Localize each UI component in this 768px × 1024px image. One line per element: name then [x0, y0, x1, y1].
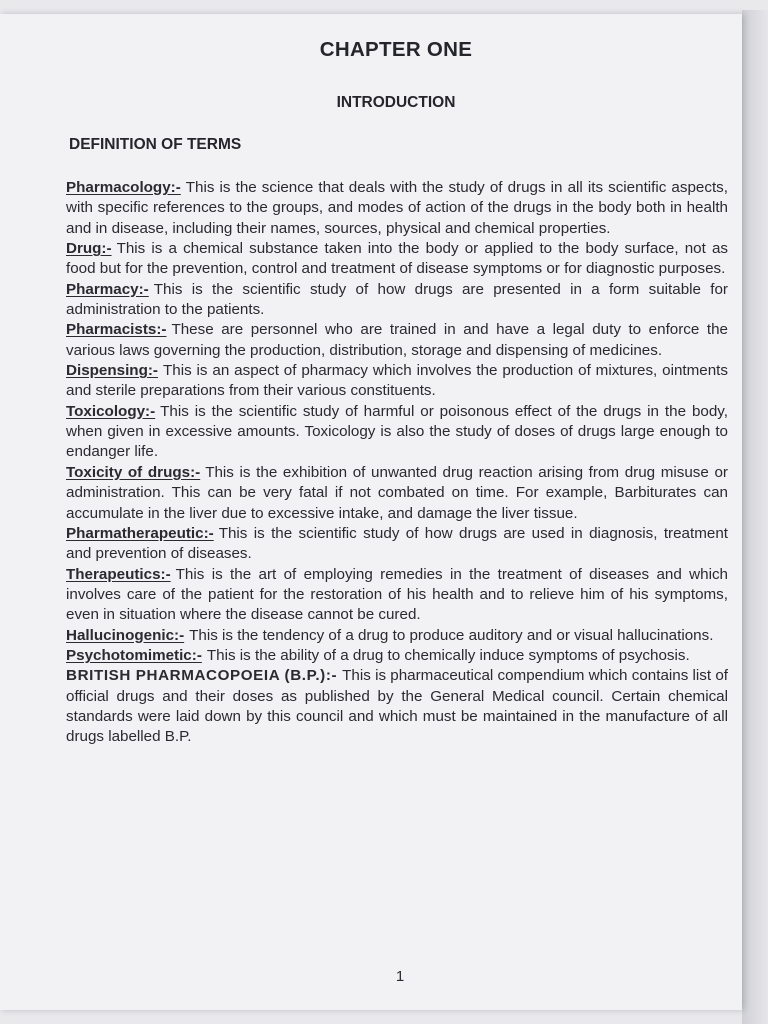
definition-term: Hallucinogenic:- — [66, 626, 185, 644]
definition-term: Drug:- — [66, 240, 112, 258]
definition-dispensing — [66, 361, 728, 402]
definition-term: Pharmacists:- — [66, 321, 167, 339]
definition-term: Pharmacy:- — [66, 280, 149, 298]
definition-term: Toxicity of drugs:- — [66, 463, 201, 481]
definition-text: These are personnel who are trained in and have a legal duty to enforce the various laws governing the production, distribution, storage and dispensing of medicines. — [66, 321, 728, 359]
subheading: DEFINITION OF TERMS — [69, 136, 242, 153]
definition-text: This is the tendency of a drug to produce auditory and or visual hallucinations. — [189, 626, 714, 644]
definition-term: BRITISH PHARMACOPOEIA (B.P.):- — [66, 667, 338, 685]
definition-text: This is the exhibition of unwanted drug reaction arising from drug misuse or administration. This can be very fatal if not combated on time. For example, Barbiturates can accumulate in the liver due to excessive intake, and damage the liver tissue. — [66, 463, 728, 522]
page-edge — [742, 10, 768, 1024]
definition-text: This is the scientific study of how drugs are used in diagnosis, treatment and prevention of diseases. — [66, 524, 728, 563]
section-title: INTRODUCTION — [336, 94, 456, 111]
definition-text: This is the scientific study of harmful or poisonous effect of the drugs in the body, when given in excessive amounts. Toxicology is also the study of doses of drugs large enough to endanger life. — [66, 402, 728, 461]
definition-pharmacology — [66, 178, 728, 239]
definition-term: Pharmacology:- — [66, 179, 181, 196]
definition-text: This is an aspect of pharmacy which involves the production of mixtures, ointments and sterile preparations from their various constituents. — [66, 362, 728, 400]
definition-pharmacists — [66, 320, 728, 361]
definition-text: This is a chemical substance taken into the body or applied to the body surface, not as food but for the prevention, control and treatment of disease symptoms or for diagnostic purposes. — [66, 240, 728, 278]
definitions-body — [66, 178, 728, 748]
definition-term: Toxicology:- — [66, 402, 156, 420]
definition-toxicology — [66, 402, 728, 463]
definition-therapeutics — [66, 565, 728, 626]
definition-text: This is pharmaceutical compendium which contains list of official drugs and their doses as published by the General Medical council. Certain chemical standards were laid down by this council and which must be maintained in the manufacture of all drugs labelled B.P. — [66, 667, 728, 746]
definition-hallucinogenic — [66, 626, 728, 646]
definition-text: This is the science that deals with the study of drugs in all its scientific aspects, with specific references to the groups, and modes of action of the drugs in the body both in health and in disease, including their names, sources, physical and chemical properties. — [66, 179, 728, 237]
definition-term: Pharmatherapeutic:- — [66, 524, 214, 542]
book-page — [0, 14, 742, 1010]
chapter-title: CHAPTER ONE — [319, 38, 473, 61]
definition-pharmacy — [66, 280, 728, 321]
definition-text: This is the art of employing remedies in the treatment of diseases and which involves care of the patient for the restoration of his health and to relieve him of his symptoms, even in situation where the disease cannot be cured. — [66, 565, 728, 624]
definition-term: Therapeutics:- — [66, 565, 171, 583]
definition-pharmatherapeutic — [66, 524, 728, 565]
definition-drug — [66, 239, 728, 280]
definition-text: This is the scientific study of how drugs are presented in a form suitable for administration to the patients. — [66, 280, 728, 319]
definition-toxicity-of-drugs — [66, 463, 728, 524]
definition-text: This is the ability of a drug to chemically induce symptoms of psychosis. — [206, 646, 690, 664]
definition-psychotomimetic — [66, 646, 728, 666]
definition-british-pharmacopoeia — [66, 666, 728, 747]
definition-term: Psychotomimetic:- — [66, 646, 202, 664]
definition-term: Dispensing:- — [66, 362, 158, 380]
page-number: 1 — [395, 968, 405, 985]
